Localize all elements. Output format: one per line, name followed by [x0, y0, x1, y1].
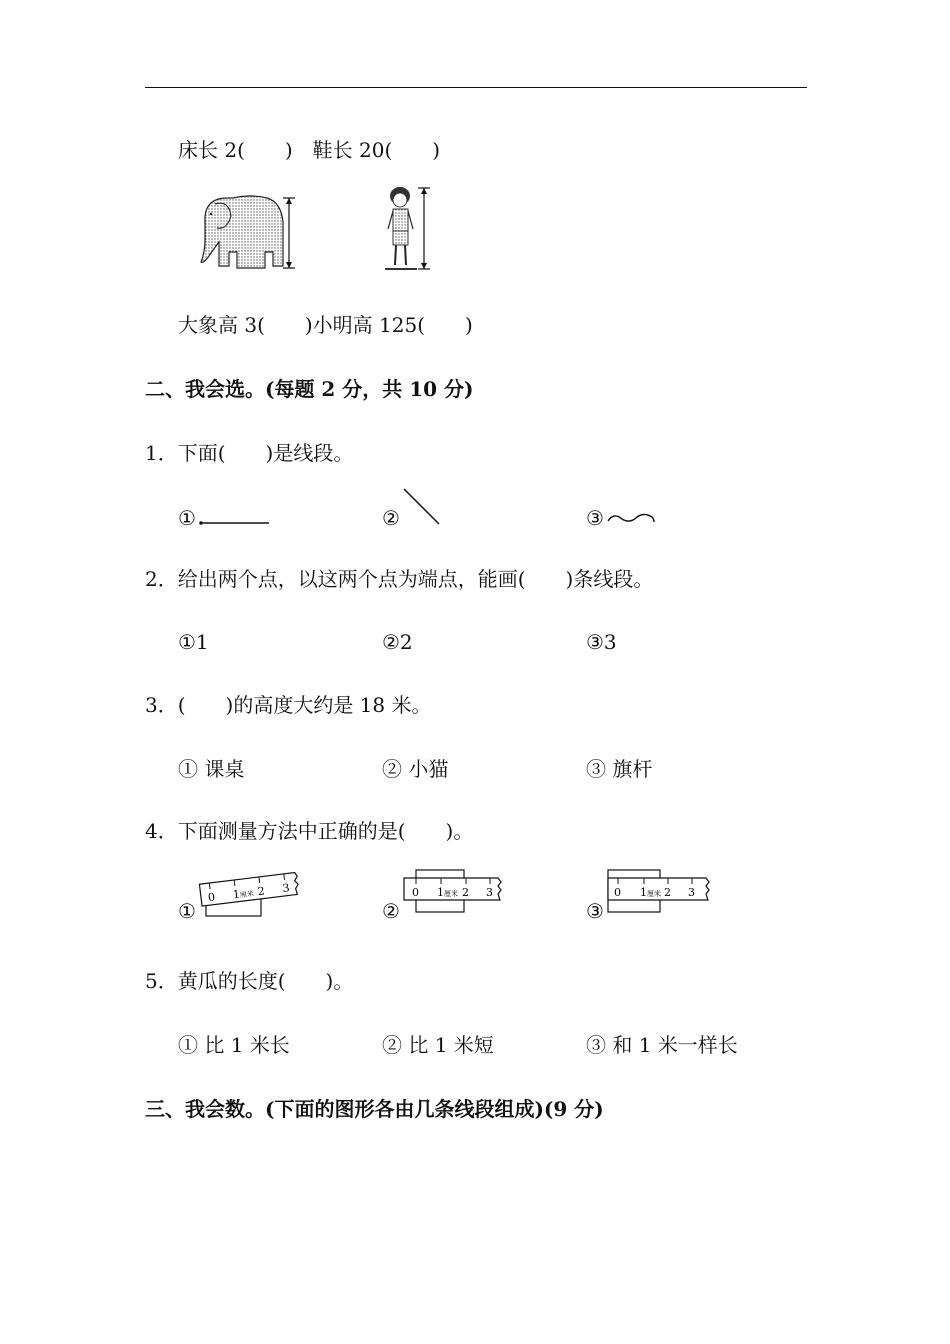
section-two-heading: 二、我会选。(每题 2 分，共 10 分)	[145, 377, 474, 401]
q3-option-2: ② 小猫	[382, 757, 449, 781]
ruler-unit: 厘米	[444, 890, 458, 898]
q5-option-1: ① 比 1 米长	[178, 1033, 290, 1057]
question-5: 5．黄瓜的长度( )。	[145, 969, 354, 993]
ruler-mark-3: 3	[688, 886, 695, 899]
ruler-mark-2: 2	[462, 886, 469, 899]
question-3: 3．( )的高度大约是 18 米。	[145, 693, 432, 717]
q2-option-3: ③3	[586, 630, 617, 654]
q5-option-2: ② 比 1 米短	[382, 1033, 494, 1057]
ruler-mark-2: 2	[664, 886, 671, 899]
ruler-mark-0: 0	[207, 890, 216, 905]
question-4: 4．下面测量方法中正确的是( )。	[145, 819, 474, 843]
ruler-unit: 厘米	[239, 889, 255, 900]
boy-figure	[383, 185, 438, 275]
ruler-mark-1: 1	[232, 887, 241, 902]
ruler-mark-1: 1	[640, 886, 647, 899]
q2-option-2: ②2	[382, 630, 413, 654]
ruler-mark-3: 3	[281, 881, 291, 896]
ruler-mark-1: 1	[437, 886, 444, 899]
q3-option-1: ① 课桌	[178, 757, 245, 781]
ruler-mark-2: 2	[256, 884, 266, 899]
ruler-mark-0: 0	[614, 886, 621, 899]
q4-option-1-label: ①	[178, 899, 196, 923]
measure-line-bed-shoe: 床长 2( ) 鞋长 20( )	[178, 138, 441, 162]
q1-option-2-label: ②	[382, 506, 400, 530]
measure-line-elephant-boy: 大象高 3( )小明高 125( )	[178, 313, 473, 337]
section-three-heading: 三、我会数。(下面的图形各由几条线段组成)(9 分)	[145, 1097, 604, 1121]
q4-option-2-ruler-offset	[400, 866, 510, 916]
q2-option-1: ①1	[178, 630, 209, 654]
q3-option-3: ③ 旗杆	[586, 757, 653, 781]
ruler-mark-0: 0	[412, 886, 419, 899]
q4-option-3-ruler-aligned	[604, 866, 714, 916]
q5-option-3: ③ 和 1 米一样长	[586, 1033, 738, 1057]
question-2: 2．给出两个点，以这两个点为端点，能画( )条线段。	[145, 567, 654, 591]
q1-option-3-label: ③	[586, 506, 604, 530]
header-rule	[145, 87, 807, 88]
q4-option-3-label: ③	[586, 899, 604, 923]
q4-option-2-label: ②	[382, 899, 400, 923]
q1-option-3-curve	[606, 510, 658, 526]
q1-option-1-label: ①	[178, 506, 196, 530]
question-1: 1．下面( )是线段。	[145, 441, 354, 465]
q4-option-1-tilted-ruler	[196, 864, 306, 920]
q1-option-2-segment	[400, 486, 445, 528]
elephant-figure	[193, 190, 303, 275]
ruler-mark-3: 3	[486, 886, 493, 899]
q1-option-1-segment	[198, 512, 273, 528]
ruler-unit: 厘米	[647, 890, 661, 898]
